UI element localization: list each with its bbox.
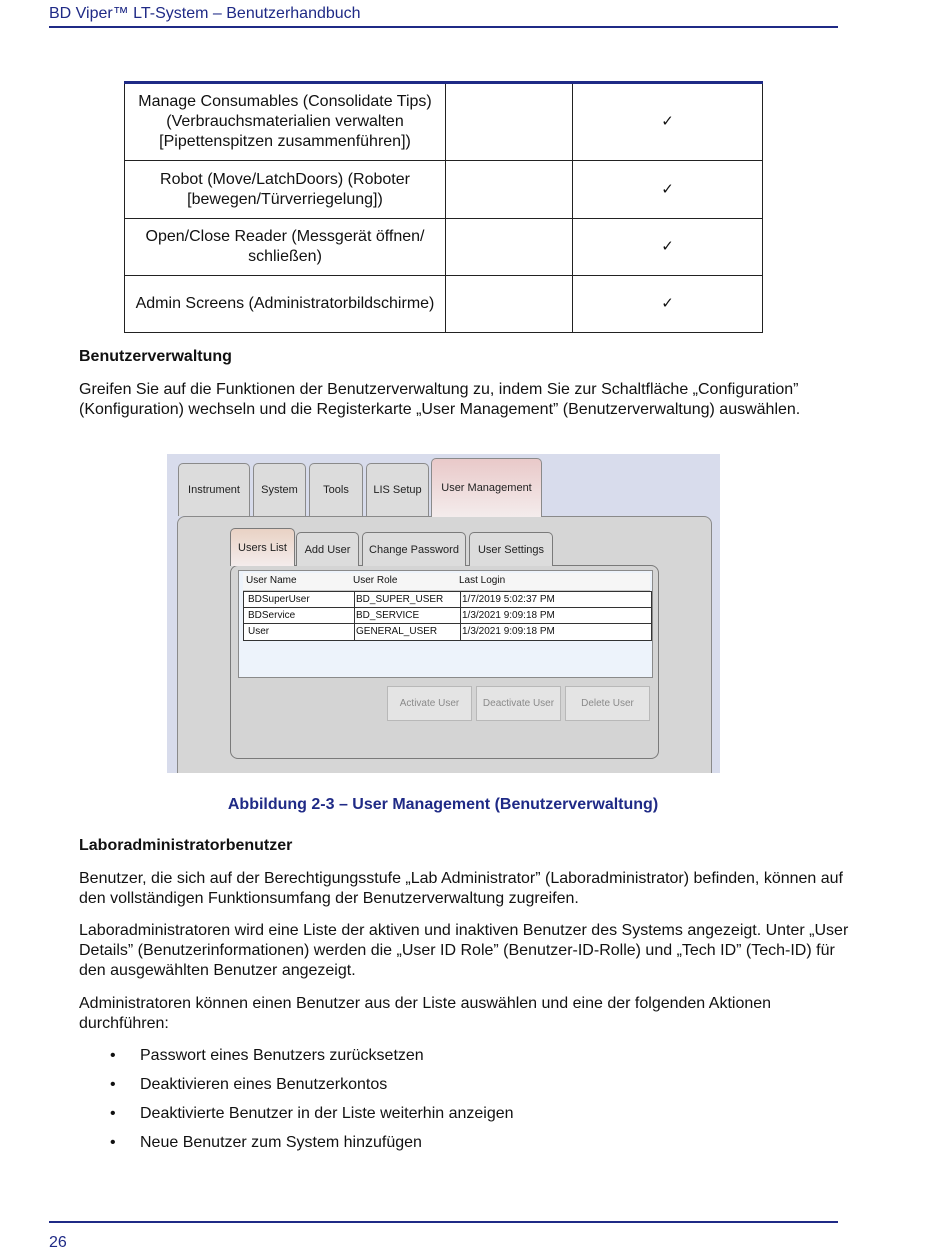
user-role-cell: BD_SERVICE [354, 608, 419, 624]
column-header[interactable]: User Name [246, 575, 297, 586]
header-rule [49, 26, 838, 28]
list-item [110, 1045, 514, 1074]
bullet-icon: • [110, 1047, 116, 1064]
action-list [110, 1045, 514, 1161]
empty-cell [446, 83, 573, 161]
user-name-cell: User [248, 626, 270, 637]
user-role-cell: GENERAL_USER [354, 624, 437, 640]
subtab-user-settings[interactable]: User Settings [469, 532, 553, 566]
tab-tools[interactable]: Tools [309, 463, 363, 516]
function-cell: Robot (Move/LatchDoors) (Roboter [bewegen/Türverriegelung]) [125, 161, 446, 219]
tab-system[interactable]: System [253, 463, 306, 516]
bullet-icon: • [110, 1076, 116, 1093]
function-cell: Open/Close Reader (Messgerät öffnen/ schließen) [125, 219, 446, 276]
list-item [110, 1103, 514, 1132]
tab-instrument[interactable]: Instrument [178, 463, 250, 516]
paragraph: Greifen Sie auf die Funktionen der Benutzerverwaltung zu, indem Sie zur Schaltfläche „Configuration” (Konfiguration) wechseln und die Registerkarte „User Management” (Benutzerverwaltung) auswählen. [79, 381, 801, 418]
tab-user-management[interactable]: User Management [431, 458, 542, 517]
deactivate-user-button[interactable]: Deactivate User [476, 686, 561, 721]
bullet-icon: • [110, 1105, 116, 1122]
user-management-screenshot [167, 454, 720, 773]
function-cell: Admin Screens (Administratorbildschirme) [125, 276, 446, 333]
bullet-icon: • [110, 1134, 116, 1151]
page-number: 26 [49, 1234, 67, 1251]
figure-caption: Abbildung 2-3 – User Management (Benutzerverwaltung) [227, 796, 659, 813]
table-row [125, 83, 763, 161]
list-item-text: Deaktivieren eines Benutzerkontos [140, 1076, 388, 1093]
users-grid [238, 570, 653, 678]
activate-user-button[interactable]: Activate User [387, 686, 472, 721]
column-header[interactable]: Last Login [459, 575, 506, 586]
section-heading: Benutzerverwaltung [79, 348, 232, 365]
subtab-add-user[interactable]: Add User [296, 532, 359, 566]
last-login-cell: 1/7/2019 5:02:37 PM [460, 592, 555, 608]
tab-lis-setup[interactable]: LIS Setup [366, 463, 429, 516]
checkmark-icon: ✓ [573, 219, 763, 276]
list-item-text: Passwort eines Benutzers zurücksetzen [140, 1047, 424, 1064]
last-login-cell: 1/3/2021 9:09:18 PM [460, 608, 555, 624]
list-item-text: Neue Benutzer zum System hinzufügen [140, 1134, 422, 1151]
checkmark-icon: ✓ [573, 161, 763, 219]
table-row [125, 276, 763, 333]
list-item-text: Deaktivierte Benutzer in der Liste weiterhin anzeigen [140, 1105, 514, 1122]
section-heading: Laboradministratorbenutzer [79, 837, 293, 854]
empty-cell [446, 161, 573, 219]
table-row[interactable] [243, 623, 652, 641]
list-item [110, 1074, 514, 1103]
paragraph: Administratoren können einen Benutzer aus der Liste auswählen und eine der folgenden Aktionen durchführen: [79, 995, 772, 1032]
last-login-cell: 1/3/2021 9:09:18 PM [460, 624, 555, 640]
delete-user-button[interactable]: Delete User [565, 686, 650, 721]
subtab-change-password[interactable]: Change Password [362, 532, 466, 566]
paragraph: Laboradministratoren wird eine Liste der aktiven und inaktiven Benutzer des Systems angezeigt. Unter „User Details” (Benutzerinformationen) werden die „User ID Role” (Benutzer-ID-Rolle) und „Tech ID” (Tech-ID) für den ausgewählten Benutzer angezeigt. [79, 922, 849, 979]
subtab-users-list[interactable]: Users List [230, 528, 295, 566]
paragraph: Benutzer, die sich auf der Berechtigungsstufe „Lab Administrator” (Laboradministrator) befinden, können auf den vollständigen Funktionsumfang der Benutzerverwaltung zugreifen. [79, 870, 843, 907]
empty-cell [446, 219, 573, 276]
user-name-cell: BDService [248, 610, 296, 621]
user-role-cell: BD_SUPER_USER [354, 592, 443, 608]
checkmark-icon: ✓ [573, 83, 763, 161]
table-row [125, 161, 763, 219]
grid-header-row [243, 573, 650, 591]
column-header[interactable]: User Role [353, 575, 398, 586]
list-item [110, 1132, 514, 1161]
empty-cell [446, 276, 573, 333]
running-header: BD Viper™ LT-System – Benutzerhandbuch [49, 5, 361, 22]
user-name-cell: BDSuperUser [248, 594, 310, 605]
function-cell: Manage Consumables (Consolidate Tips) (Verbrauchsmaterialien verwalten [Pipettenspitzen zusammenführen]) [125, 83, 446, 161]
footer-rule [49, 1221, 838, 1223]
permissions-table [124, 81, 763, 333]
table-row [125, 219, 763, 276]
checkmark-icon: ✓ [573, 276, 763, 333]
